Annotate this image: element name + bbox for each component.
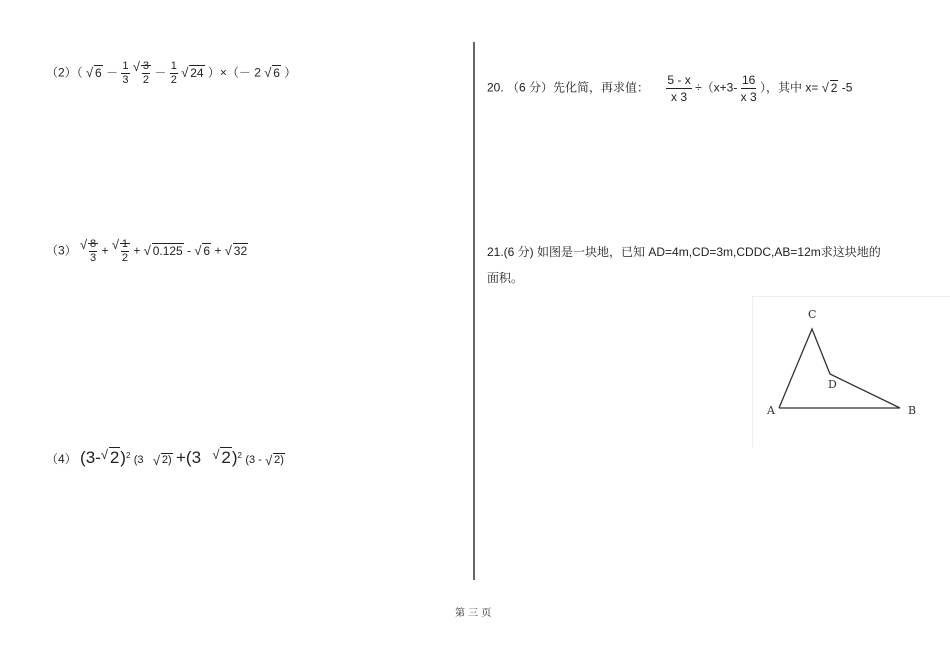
exponent-2b: 2	[237, 451, 242, 460]
q20-suffix: ），其中 x=	[760, 80, 819, 95]
label-a: A	[767, 404, 775, 417]
q20-divide: ÷（x+3-	[695, 80, 738, 95]
p3-label: （3）	[46, 243, 77, 258]
p4-label: （4）	[46, 452, 77, 466]
p2-close: ）	[284, 65, 297, 80]
minus-sign-2: －	[154, 65, 167, 80]
column-divider	[473, 42, 475, 580]
plus-sign-3: +	[214, 243, 222, 258]
sqrt-6-c: √ 6	[194, 244, 211, 258]
minus-sign: －	[106, 65, 119, 80]
p2-label: （2）（	[46, 65, 83, 80]
q20-fraction-2: $\frac{16}{x 3}$	[740, 73, 757, 104]
p4-mid1: (3	[133, 454, 144, 466]
sqrt-1-2: √ $\frac{1}{2}$	[112, 238, 130, 265]
sqrt-3-2: √ $\frac{3}{2}$	[133, 60, 151, 87]
sqrt-8-3: √ $\frac{8}{3}$	[80, 238, 98, 265]
sqrt-24: √ 24	[181, 66, 204, 80]
question-20	[487, 72, 852, 105]
problem-3	[46, 238, 248, 265]
plus-sign-2: +	[133, 243, 141, 258]
sqrt-2-a: √ 2	[101, 448, 120, 468]
q20-fraction-1: $\frac{5 - x}{x 3}$	[667, 73, 691, 104]
page-number: 第 三 页	[455, 608, 492, 619]
q20-tail: -5	[841, 80, 853, 95]
problem-4	[46, 448, 285, 468]
sqrt-2-q20: √ 2	[822, 81, 839, 95]
q20-prefix: 20. （6 分）先化简，再求值：	[487, 80, 650, 95]
question-21-line2: 面积。	[487, 271, 524, 285]
plus-sign: +	[101, 243, 109, 258]
p4-plus: +(3	[176, 448, 202, 467]
label-c: C	[808, 308, 817, 321]
p4-open: (3-	[80, 448, 101, 467]
problem-2	[46, 60, 296, 87]
figure-outline	[779, 329, 900, 408]
exponent-2: 2	[125, 451, 131, 460]
p4-close-a: )	[120, 448, 126, 467]
fraction-1-3: $\frac{1}{3}$	[122, 60, 129, 86]
sqrt-6: √ 6	[86, 66, 103, 80]
sqrt-32: √ 32	[225, 244, 248, 258]
sqrt-6-b: √ 6	[264, 66, 281, 80]
p4-mid2: (3 -	[245, 454, 262, 466]
sqrt-2-d: √ 2)	[265, 454, 285, 466]
p4-close-c: )	[231, 448, 238, 467]
sqrt-2-b: √ 2)	[153, 454, 173, 466]
label-d: D	[828, 378, 837, 391]
minus-sign-3: -	[187, 243, 192, 258]
fraction-1-2: $\frac{1}{2}$	[170, 60, 177, 86]
label-b: B	[908, 404, 917, 417]
quadrilateral-figure	[752, 296, 950, 446]
p2-tail: ）×（－ 2	[207, 65, 261, 80]
sqrt-2-c: √ 2	[212, 448, 231, 468]
sqrt-0125: √ 0.125	[144, 244, 184, 258]
question-21-line1: 21.(6 分) 如图是一块地，已知 AD=4m,CD=3m,CDDC,AB=12m求这块地的	[487, 245, 881, 259]
